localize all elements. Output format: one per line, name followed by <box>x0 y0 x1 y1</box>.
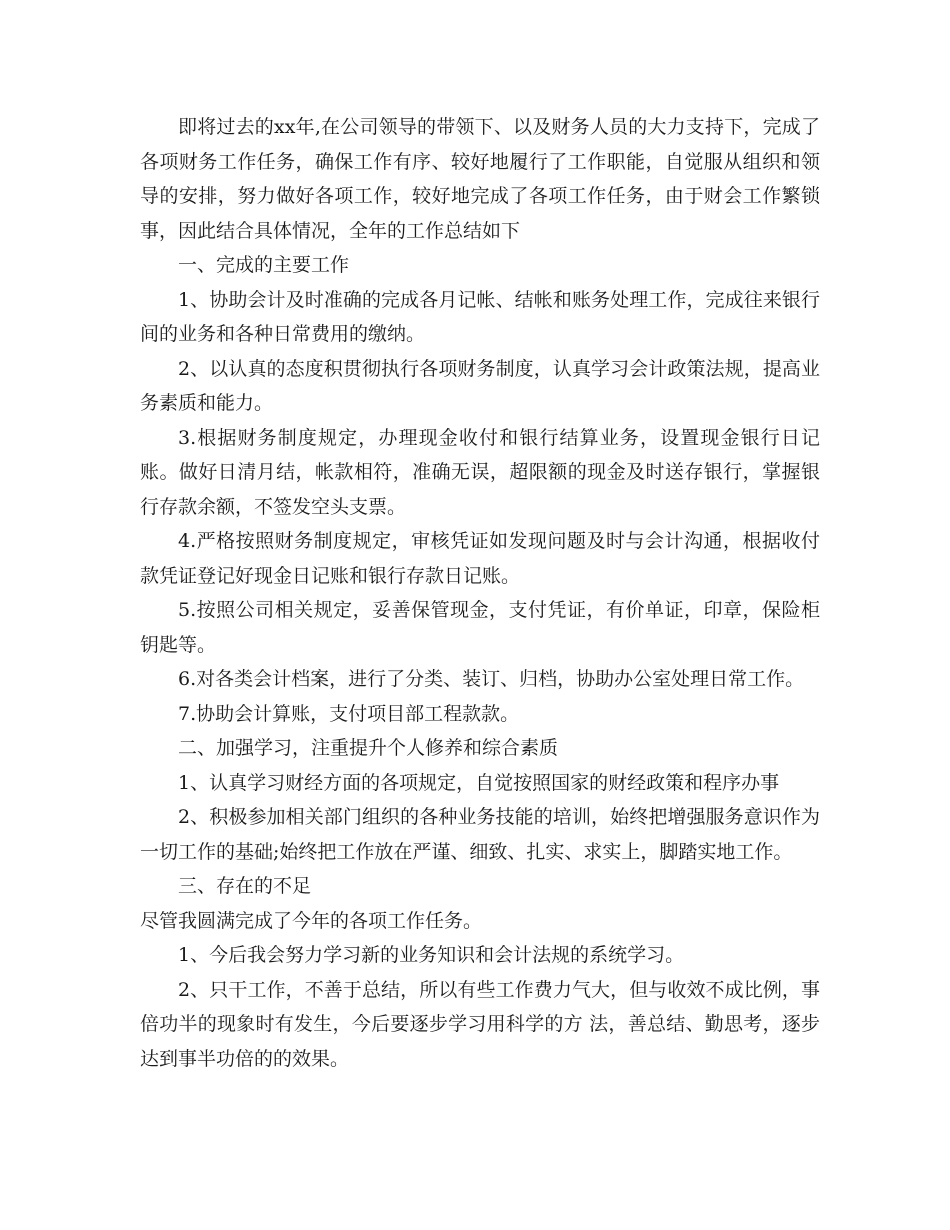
list-item: 6.对各类会计档案，进行了分类、装订、归档，协助办公室处理日常工作。 <box>178 668 805 690</box>
list-item: 1、协助会计及时准确的完成各月记帐、结帐和账务处理工作，完成往来银行间的业务和各种日常费用的缴纳。 <box>140 288 820 345</box>
document-body <box>140 110 820 1076</box>
section-heading-shortcomings: 三、存在的不足 <box>178 875 312 897</box>
intro-paragraph: 即将过去的xx年,在公司领导的带领下、以及财务人员的大力支持下，完成了各项财务工作任务，确保工作有序、较好地履行了工作职能，自觉服从组织和领导的安排，努力做好各项工作，较好地完成了各项工作任务，由于财会工作繁锁事，因此结合具体情况，全年的工作总结如下 <box>140 116 820 242</box>
section-heading-learning: 二、加强学习，注重提升个人修养和综合素质 <box>178 737 559 759</box>
list-item: 2、只干工作，不善于总结，所以有些工作费力气大，但与收效不成比例，事倍功半的现象时有发生，今后要逐步学习用科学的方 法，善总结、勤思考，逐步达到事半功倍的的效果。 <box>140 978 820 1070</box>
summary-sentence: 尽管我圆满完成了今年的各项工作任务。 <box>140 909 483 932</box>
list-item: 2、以认真的态度积贯彻执行各项财务制度，认真学习会计政策法规，提高业务素质和能力。 <box>140 357 820 414</box>
list-item: 1、今后我会努力学习新的业务知识和会计法规的系统学习。 <box>178 944 685 966</box>
list-item: 4.严格按照财务制度规定，审核凭证如发现问题及时与会计沟通，根据收付款凭证登记好现金日记账和银行存款日记账。 <box>140 530 820 587</box>
list-item: 1、认真学习财经方面的各项规定，自觉按照国家的财经政策和程序办事 <box>178 771 780 794</box>
list-item: 5.按照公司相关规定，妥善保管现金，支付凭证，有价单证，印章，保险柜钥匙等。 <box>140 599 820 656</box>
list-item: 2、积极参加相关部门组织的各种业务技能的培训，始终把增强服务意识作为一切工作的基础;始终把工作放在严谨、细致、扎实、求实上，脚踏实地工作。 <box>140 806 820 863</box>
list-item: 7.协助会计算账，支付项目部工程款款。 <box>178 702 520 725</box>
list-item: 3.根据财务制度规定，办理现金收付和银行结算业务，设置现金银行日记账。做好日清月结，帐款相符，准确无误，超限额的现金及时送存银行，掌握银行存款余额，不签发空头支票。 <box>140 426 820 518</box>
section-heading-main-work: 一、完成的主要工作 <box>178 254 350 276</box>
